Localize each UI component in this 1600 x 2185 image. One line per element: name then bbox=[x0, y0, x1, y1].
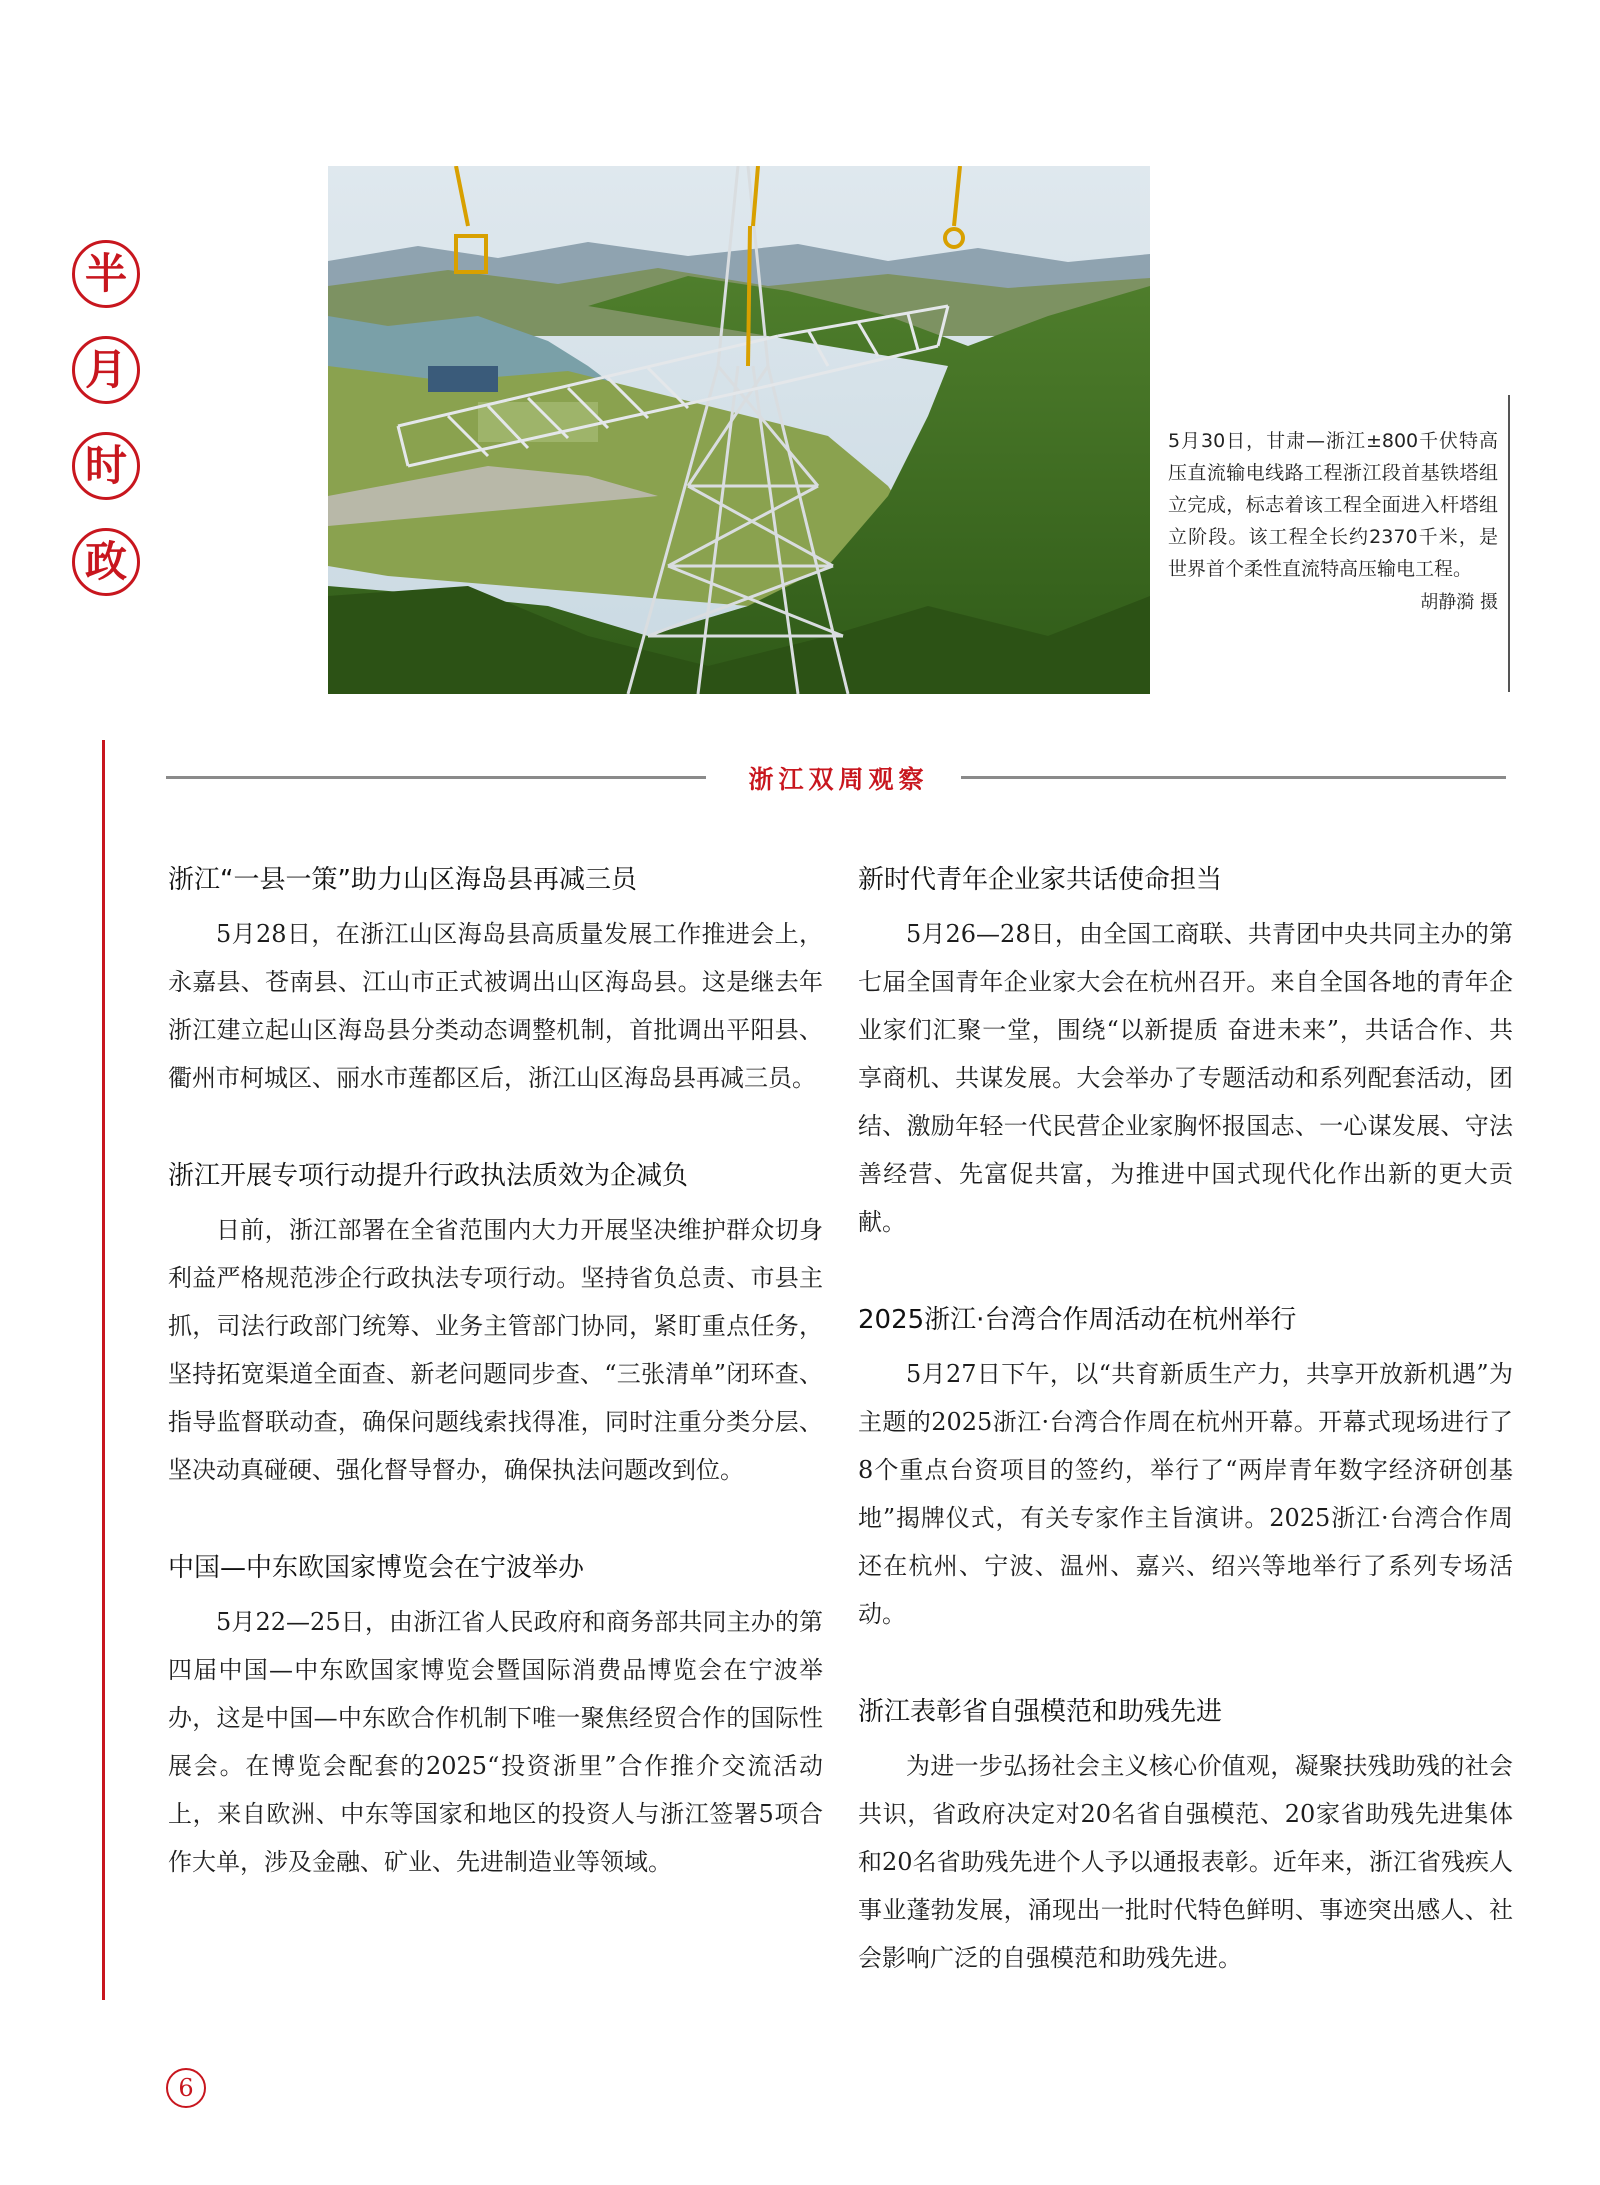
column-label bbox=[72, 240, 144, 624]
section-title: 浙江双周观察 bbox=[748, 765, 929, 794]
side-divider bbox=[102, 740, 105, 2000]
page-number: 6 bbox=[166, 2068, 206, 2108]
article-title: 中国—中东欧国家博览会在宁波举办 bbox=[168, 1553, 585, 1583]
article bbox=[168, 858, 823, 1102]
article-body: 5月22—25日，由浙江省人民政府和商务部共同主办的第四届中国—中东欧国家博览会暨国际消费品博览会在宁波举办，这是中国—中东欧合作机制下唯一聚焦经贸合作的国际性展会。在博览会配套的2025“投资浙里”合作推介交流活动上，来自欧洲、中东等国家和地区的投资人与浙江签署5项合作大单，涉及金融、矿业、先进制造业等领域。 bbox=[168, 1608, 823, 1876]
section-header bbox=[166, 765, 1506, 794]
section-rule-right bbox=[961, 776, 1506, 779]
article-title: 浙江“一县一策”助力山区海岛县再减三员 bbox=[168, 865, 637, 895]
article-body: 日前，浙江部署在全省范围内大力开展坚决维护群众切身利益严格规范涉企行政执法专项行动。坚持省负总责、市县主抓，司法行政部门统筹、业务主管部门协同，紧盯重点任务，坚持拓宽渠道全面查、新老问题同步查、“三张清单”闭环查、指导监督联动查，确保问题线索找得准，同时注重分类分层、坚决动真碰硬、强化督导督办，确保执法问题改到位。 bbox=[168, 1216, 823, 1484]
article-body: 5月28日，在浙江山区海岛县高质量发展工作推进会上，永嘉县、苍南县、江山市正式被调出山区海岛县。这是继去年浙江建立起山区海岛县分类动态调整机制，首批调出平阳县、衢州市柯城区、丽水市莲都区后，浙江山区海岛县再减三员。 bbox=[168, 920, 823, 1092]
article-title: 新时代青年企业家共话使命担当 bbox=[858, 865, 1223, 895]
article bbox=[168, 1154, 823, 1494]
column-label-char: 时 bbox=[72, 432, 140, 500]
photo-credit: 胡静漪 摄 bbox=[1420, 592, 1498, 613]
article bbox=[858, 858, 1513, 1246]
article bbox=[858, 1690, 1513, 1982]
article bbox=[168, 1546, 823, 1886]
transmission-tower-photo bbox=[328, 166, 1150, 694]
section-rule-left bbox=[166, 776, 706, 779]
article-body: 为进一步弘扬社会主义核心价值观，凝聚扶残助残的社会共识，省政府决定对20名省自强模范、20家省助残先进集体和20名省助残先进个人予以通报表彰。近年来，浙江省残疾人事业蓬勃发展，涌现出一批时代特色鲜明、事迹突出感人、社会影响广泛的自强模范和助残先进。 bbox=[858, 1752, 1513, 1972]
article-title: 浙江开展专项行动提升行政执法质效为企减负 bbox=[168, 1161, 689, 1191]
column-label-char: 半 bbox=[72, 240, 140, 308]
article-body: 5月26—28日，由全国工商联、共青团中央共同主办的第七届全国青年企业家大会在杭州召开。来自全国各地的青年企业家们汇聚一堂，围绕“以新提质 奋进未来”，共话合作、共享商机、共谋发展。大会举办了专题活动和系列配套活动，团结、激励年轻一代民营企业家胸怀报国志、一心谋发展、守法善经营、先富促共富，为推进中国式现代化作出新的更大贡献。 bbox=[858, 920, 1513, 1236]
article-body: 5月27日下午，以“共育新质生产力，共享开放新机遇”为主题的2025浙江·台湾合作周在杭州开幕。开幕式现场进行了8个重点台资项目的签约，举行了“两岸青年数字经济研创基地”揭牌仪式，有关专家作主旨演讲。2025浙江·台湾合作周还在杭州、宁波、温州、嘉兴、绍兴等地举行了系列专场活动。 bbox=[858, 1360, 1513, 1628]
left-column bbox=[168, 858, 823, 1938]
right-column bbox=[858, 858, 1513, 2034]
caption-divider bbox=[1508, 395, 1510, 692]
column-label-char: 政 bbox=[72, 528, 140, 596]
article-title: 浙江表彰省自强模范和助残先进 bbox=[858, 1697, 1223, 1727]
article-title: 2025浙江·台湾合作周活动在杭州举行 bbox=[858, 1305, 1297, 1335]
photo-caption bbox=[1168, 425, 1498, 613]
article bbox=[858, 1298, 1513, 1638]
column-label-char: 月 bbox=[72, 336, 140, 404]
news-photo bbox=[328, 166, 1150, 694]
photo-caption-text: 5月30日，甘肃—浙江±800千伏特高压直流输电线路工程浙江段首基铁塔组立完成，标志着该工程全面进入杆塔组立阶段。该工程全长约2370千米，是世界首个柔性直流特高压输电工程。 bbox=[1168, 430, 1498, 580]
